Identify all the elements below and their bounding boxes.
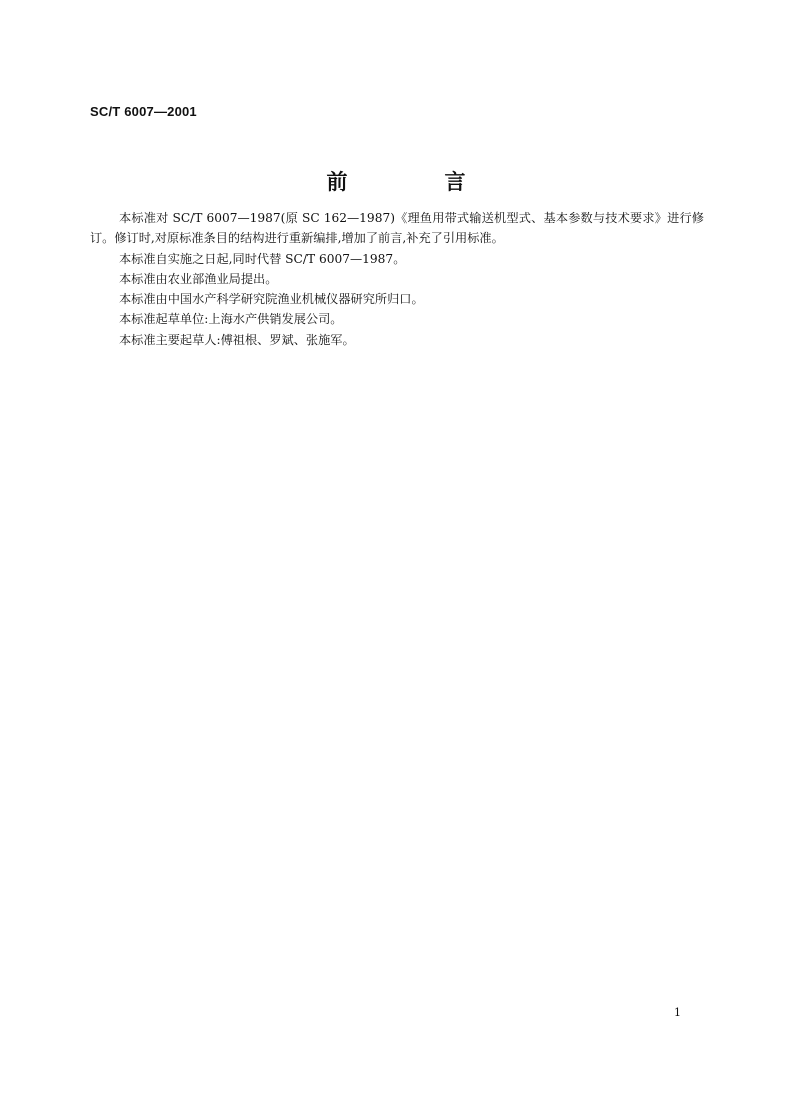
paragraph-drafting-unit: 本标准起草单位:上海水产供销发展公司。 — [119, 312, 343, 327]
paragraph-administrator: 本标准由中国水产科学研究院渔业机械仪器研究所归口。 — [119, 292, 424, 307]
page-number: 1 — [674, 1006, 681, 1019]
page-title: 前 言 — [326, 170, 504, 194]
paragraph-revision: 本标准对 SC/T 6007—1987(原 SC 162—1987)《理鱼用带式输送机型式、基本参数与技术要求》进行修订。修订时,对原标准条目的结构进行重新编排,增加了前言,补充了引用标准。 — [90, 211, 704, 246]
foreword-body — [90, 208, 704, 350]
standard-number: SC/T 6007—2001 — [90, 104, 197, 119]
paragraph-drafters: 本标准主要起草人:傅祖根、罗斌、张施军。 — [119, 332, 355, 347]
paragraph-proposer: 本标准由农业部渔业局提出。 — [119, 271, 278, 286]
paragraph-replacement: 本标准自实施之日起,同时代替 SC/T 6007—1987。 — [119, 251, 406, 266]
